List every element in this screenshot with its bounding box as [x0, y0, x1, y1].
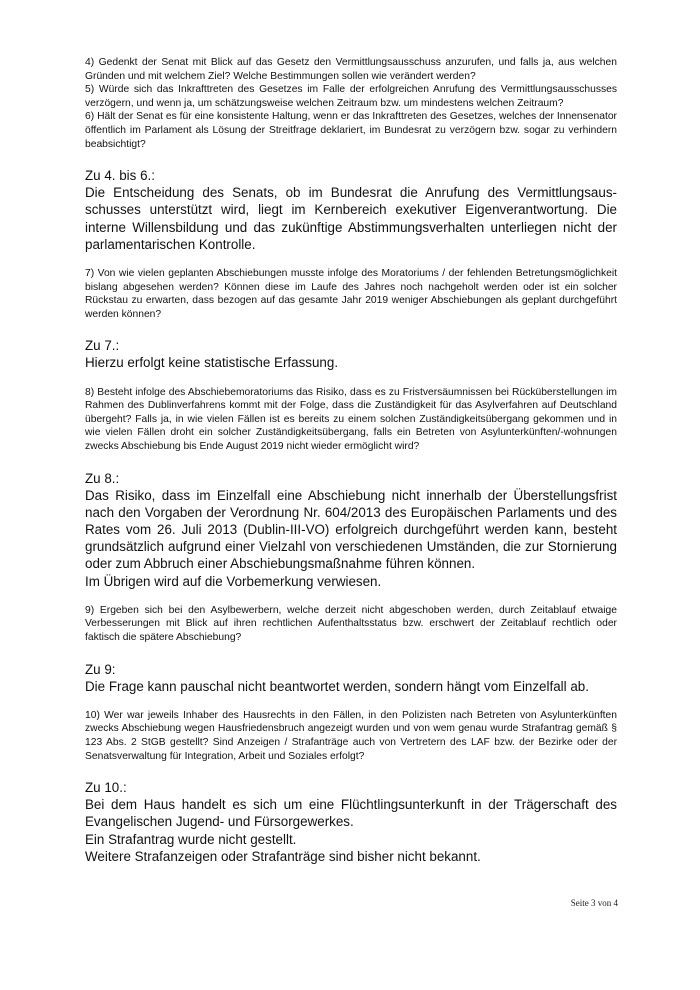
answer-7	[85, 337, 617, 371]
question-6: 6) Hält der Senat es für eine konsistente Haltung, wenn er das Inkrafttreten des Gesetzes, welches der Innensenator öffentlich im Parlament als Lösung der Streitfrage deklariert, im Bundesrat zu verzögern bzw. sogar zu verhindern beabsichtigt?	[85, 111, 617, 150]
question-8-block	[85, 386, 617, 454]
answer-text: Bei dem Haus handelt es sich um eine Flüchtlingsunterkunft in der Trägerschaft des Evangelischen Jugend- und Fürsorgewerkes.	[85, 797, 617, 830]
answer-4-to-6	[85, 167, 617, 253]
question-10: 10) Wer war jeweils Inhaber des Hausrechts in den Fällen, in den Polizisten nach Betreten von Asylunterkünften zwecks Abschiebung wegen Hausfriedensbruch angezeigt wurden und von wem genau wurde Strafantrag gemäß § 123 Abs. 2 StGB gestellt? Sind Anzeigen / Strafanträge auch von Vertretern des LAF bzw. der Bezirke oder der Senatsverwaltung für Integration, Arbeit und Soziales erfolgt?	[85, 709, 617, 762]
answer-9	[85, 661, 617, 695]
question-9: 9) Ergeben sich bei den Asylbewerbern, welche derzeit nicht abgeschoben werden, durch Zeitablauf etwaige Verbesserungen mit Blick auf ihren rechtlichen Aufenthaltsstatus bzw. erschwert der Zeitablauf rechtlich oder faktisch die spätere Abschiebung?	[85, 604, 617, 643]
question-8: 8) Besteht infolge des Abschiebemoratoriums das Risiko, dass es zu Fristversäumnissen bei Rücküberstellungen im Rahmen des Dublinverfahrens kommt mit der Folge, dass die Zuständigkeit für das Asylverfahren auf Deutschland übergeht? Falls ja, in wie vielen Fällen ist es bereits zu einem solchen Zuständigkeitsübergang gekommen und in wie vielen Fällen droht ein solcher Zuständigkeitsübergang, falls ein Betreten von Asylunterkünften/-wohnungen zwecks Abschiebung bis Ende August 2019 nicht wieder ermöglicht wird?	[85, 386, 617, 452]
question-10-block	[85, 709, 617, 763]
answer-text: Weitere Strafanzeigen oder Strafanträge sind bisher nicht bekannt.	[85, 848, 481, 864]
answer-text: Das Risiko, dass im Einzelfall eine Abschiebung nicht innerhalb der Überstellungsfrist nach den Vorgaben der Verordnung Nr. 604/2013 des Europäischen Parlaments und des Rates vom 26. Juli 2013 (Dublin-III-VO) erfolgreich durchgeführt werden kann, besteht grundsätzlich aufgrund einer Vielzahl von verschiedenen Umständen, die zur Stornierung oder zum Abbruch einer Abschiebungsmaßnahme führen können.	[85, 487, 617, 572]
document-page	[85, 56, 617, 879]
answer-heading: Zu 7.:	[85, 338, 120, 354]
question-4: 4) Gedenkt der Senat mit Blick auf das Gesetz den Vermittlungsausschuss anzurufen, und falls ja, aus welchen Gründen und mit welchem Ziel? Welche Bestimmungen sollen wie verändert werden?	[85, 57, 617, 82]
question-7: 7) Von wie vielen geplanten Abschiebungen musste infolge des Moratoriums / der fehlenden Betretungsmöglichkeit bislang abgesehen werden? Können diese im Laufe des Jahres noch nachgeholt werden oder ist ein solcher Rückstau zu erwarten, dass bezogen auf das gesamte Jahr 2019 weniger Abschiebungen als geplant durchgeführt werden können?	[85, 267, 617, 320]
answer-text: Ein Strafantrag wurde nicht gestellt.	[85, 831, 297, 847]
question-9-block	[85, 604, 617, 645]
questions-4-to-6	[85, 56, 617, 151]
answer-heading: Zu 8.:	[85, 470, 120, 486]
answer-text: Die Entscheidung des Senats, ob im Bundesrat die Anrufung des Vermittlungsausschusses unterstützt wird, liegt im Kernbereich exekutiver Eigenverantwortung. Die interne Willensbildung und das zukünftige Abstimmungsverhalten unterliegen nicht der parlamentarischen Kontrolle.	[85, 185, 617, 252]
answer-text: Hierzu erfolgt keine statistische Erfassung.	[85, 355, 339, 371]
answer-heading: Zu 10.:	[85, 780, 127, 796]
answer-text: Die Frage kann pauschal nicht beantwortet werden, sondern hängt vom Einzelfall ab.	[85, 678, 589, 694]
answer-text: Im Übrigen wird auf die Vorbemerkung verwiesen.	[85, 573, 382, 589]
question-5: 5) Würde sich das Inkrafttreten des Gesetzes im Falle der erfolgreichen Anrufung des Vermittlungsausschusses verzögern, und wenn ja, um schätzungsweise welchen Zeitraum bzw. um mindestens welchen Zeitraum?	[85, 84, 617, 109]
question-7-block	[85, 267, 617, 321]
answer-8	[85, 470, 617, 590]
answer-10	[85, 779, 617, 865]
answer-heading: Zu 4. bis 6.:	[85, 168, 155, 184]
page-number: Seite 3 von 4	[570, 898, 618, 908]
answer-heading: Zu 9:	[85, 661, 116, 677]
